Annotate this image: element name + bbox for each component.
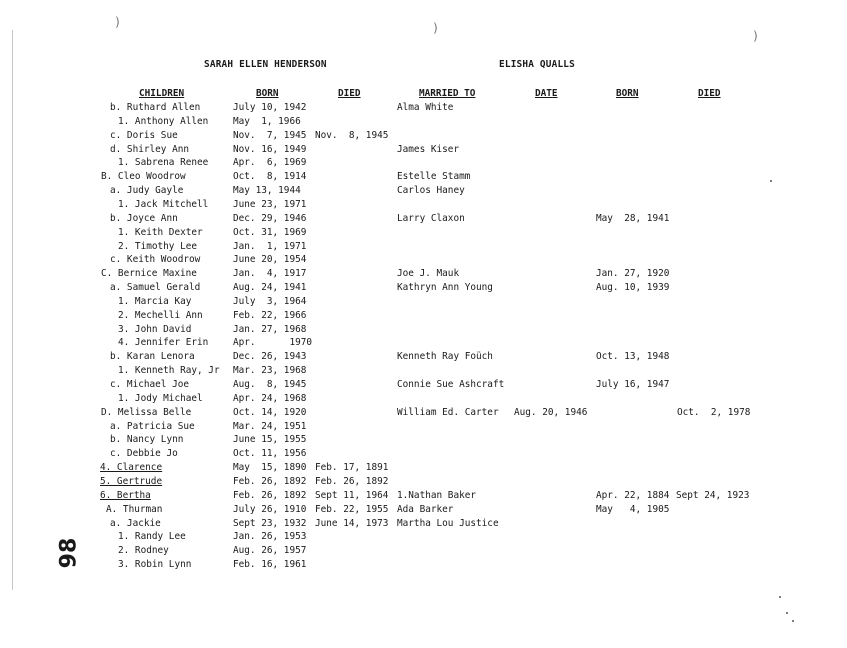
record-row <box>0 435 847 447</box>
married-to: William Ed. Carter <box>397 406 499 418</box>
child-name: a. Jackie <box>110 517 161 529</box>
col-married-to: MARRIED TO <box>419 88 476 99</box>
spouse-born: Apr. 22, 1884 <box>596 489 670 501</box>
record-row <box>0 311 847 323</box>
col-spouse-died: DIED <box>698 88 721 99</box>
married-to: Martha Lou Justice <box>397 517 499 529</box>
record-row <box>0 380 847 392</box>
child-name: 1. Jack Mitchell <box>118 198 209 210</box>
record-row <box>0 422 847 434</box>
record-row <box>0 505 847 517</box>
record-row <box>0 560 847 572</box>
record-row <box>0 546 847 558</box>
paper-mark: ) <box>114 15 122 29</box>
child-name: 3. Robin Lynn <box>118 559 192 571</box>
child-name: 1. Randy Lee <box>118 531 186 543</box>
spouse-born: July 16, 1947 <box>596 379 670 390</box>
born-date: Feb. 26, 1892 <box>233 475 307 487</box>
record-row <box>0 269 847 281</box>
child-name: c. Keith Woodrow <box>110 254 201 266</box>
child-name: b. Karan Lenora <box>110 351 195 363</box>
child-name: c. Michael Joe <box>110 379 190 390</box>
child-name: b. Joyce Ann <box>110 212 178 224</box>
record-row <box>0 131 847 143</box>
record-row <box>0 366 847 378</box>
born-date: Nov. 16, 1949 <box>233 143 307 155</box>
married-to: Carlos Haney <box>397 185 465 197</box>
born-date: July 10, 1942 <box>233 102 307 113</box>
record-row <box>0 463 847 475</box>
child-name: 1. Kenneth Ray, Jr <box>118 365 220 377</box>
married-to: Joe J. Mauk <box>397 268 460 280</box>
child-name: 1. Anthony Allen <box>118 115 209 127</box>
paper-mark: ) <box>432 21 440 35</box>
born-date: Apr. 1970 <box>233 337 313 349</box>
born-date: Aug. 8, 1945 <box>233 379 307 390</box>
record-row <box>0 449 847 461</box>
born-date: Nov. 7, 1945 <box>233 129 307 141</box>
born-date: June 15, 1955 <box>233 434 307 446</box>
born-date: Oct. 14, 1920 <box>233 406 307 418</box>
born-date: May 1, 1966 <box>233 115 301 127</box>
child-name: c. Debbie Jo <box>110 448 178 460</box>
child-name: a. Judy Gayle <box>110 185 184 197</box>
col-died: DIED <box>338 88 361 99</box>
record-row <box>0 172 847 184</box>
died-date: Feb. 17, 1891 <box>315 462 389 474</box>
record-row <box>0 477 847 489</box>
married-to: Larry Claxon <box>397 212 465 224</box>
born-date: Jan. 27, 1968 <box>233 323 307 335</box>
born-date: Apr. 6, 1969 <box>233 157 307 169</box>
born-date: Mar. 23, 1968 <box>233 365 307 377</box>
child-name: b. Ruthard Allen <box>110 102 201 113</box>
record-row <box>0 214 847 226</box>
marriage-date: Aug. 20, 1946 <box>514 406 588 418</box>
child-name: d. Shirley Ann <box>110 143 190 155</box>
record-row <box>0 491 847 503</box>
col-date: DATE <box>535 88 558 99</box>
born-date: July 26, 1910 <box>233 503 307 515</box>
paper-speck <box>786 612 788 614</box>
record-row <box>0 255 847 267</box>
born-date: Dec. 26, 1943 <box>233 351 307 363</box>
record-row <box>0 145 847 157</box>
record-row <box>0 297 847 309</box>
record-row <box>0 394 847 406</box>
born-date: Dec. 29, 1946 <box>233 212 307 224</box>
record-row <box>0 283 847 295</box>
born-date: Oct. 31, 1969 <box>233 226 307 238</box>
born-date: Mar. 24, 1951 <box>233 420 307 432</box>
born-date: June 20, 1954 <box>233 254 307 266</box>
record-row <box>0 103 847 115</box>
record-row <box>0 200 847 212</box>
child-name: 4. Jennifer Erin <box>118 337 209 349</box>
child-name: b. Nancy Lynn <box>110 434 184 446</box>
spouse-born: Oct. 13, 1948 <box>596 351 670 363</box>
married-to: Kenneth Ray Foüch <box>397 351 493 363</box>
child-name: 2. Rodney <box>118 545 169 557</box>
father-name: ELISHA QUALLS <box>499 59 575 70</box>
child-name: B. Cleo Woodrow <box>101 171 186 183</box>
born-date: Feb. 26, 1892 <box>233 489 307 501</box>
child-name: 6. Bertha <box>100 489 151 501</box>
born-date: May 13, 1944 <box>233 185 301 197</box>
child-name: a. Patricia Sue <box>110 420 195 432</box>
born-date: Aug. 26, 1957 <box>233 545 307 557</box>
spouse-born: May 28, 1941 <box>596 212 670 224</box>
record-row <box>0 532 847 544</box>
died-date: Nov. 8, 1945 <box>315 129 389 141</box>
spouse-born: May 4, 1905 <box>596 503 670 515</box>
child-name: 4. Clarence <box>100 462 163 474</box>
born-date: Feb. 22, 1966 <box>233 309 307 321</box>
child-name: 1. Sabrena Renee <box>118 157 209 169</box>
born-date: July 3, 1964 <box>233 295 307 307</box>
record-row <box>0 519 847 531</box>
col-spouse-born: BORN <box>616 88 639 99</box>
paper-speck <box>779 596 781 598</box>
died-date: Feb. 22, 1955 <box>315 503 389 515</box>
child-name: 2. Timothy Lee <box>118 240 198 252</box>
married-to: Estelle Stamm <box>397 171 471 183</box>
born-date: Feb. 16, 1961 <box>233 559 307 571</box>
born-date: Jan. 4, 1917 <box>233 268 307 280</box>
married-to: 1.Nathan Baker <box>397 489 477 501</box>
col-children: CHILDREN <box>139 88 185 99</box>
child-name: a. Samuel Gerald <box>110 282 201 294</box>
born-date: Oct. 11, 1956 <box>233 448 307 460</box>
died-date: Feb. 26, 1892 <box>315 475 389 487</box>
married-to: James Kiser <box>397 143 460 155</box>
col-born: BORN <box>256 88 279 99</box>
record-row <box>0 338 847 350</box>
child-name: 1. Jody Michael <box>118 392 203 404</box>
mother-name: SARAH ELLEN HENDERSON <box>204 59 327 70</box>
married-to: Alma White <box>397 102 454 113</box>
record-row <box>0 158 847 170</box>
child-name: 1. Keith Dexter <box>118 226 203 238</box>
spouse-born: Aug. 10, 1939 <box>596 282 670 294</box>
died-date: Sept 11, 1964 <box>315 489 389 501</box>
child-name: A. Thurman <box>106 503 163 515</box>
child-name: c. Doris Sue <box>110 129 178 141</box>
died-date: June 14, 1973 <box>315 517 389 529</box>
born-date: Jan. 1, 1971 <box>233 240 307 252</box>
record-row <box>0 352 847 364</box>
child-name: 1. Marcia Kay <box>118 295 192 307</box>
born-date: Aug. 24, 1941 <box>233 282 307 294</box>
record-row <box>0 228 847 240</box>
born-date: June 23, 1971 <box>233 198 307 210</box>
page-number: 98 <box>56 537 82 569</box>
child-name: 2. Mechelli Ann <box>118 309 203 321</box>
married-to: Ada Barker <box>397 503 454 515</box>
married-to: Kathryn Ann Young <box>397 282 493 294</box>
record-row <box>0 408 847 420</box>
spouse-died: Oct. 2, 1978 <box>677 406 751 418</box>
born-date: Oct. 8, 1914 <box>233 171 307 183</box>
record-row <box>0 117 847 129</box>
married-to: Connie Sue Ashcraft <box>397 379 505 390</box>
born-date: Sept 23, 1932 <box>233 517 307 529</box>
born-date: Jan. 26, 1953 <box>233 531 307 543</box>
child-name: C. Bernice Maxine <box>101 268 197 280</box>
record-row <box>0 325 847 337</box>
paper-mark: ) <box>752 29 760 43</box>
record-row <box>0 242 847 254</box>
record-row <box>0 186 847 198</box>
spouse-born: Jan. 27, 1920 <box>596 268 670 280</box>
child-name: 3. John David <box>118 323 192 335</box>
spouse-died: Sept 24, 1923 <box>676 489 750 501</box>
born-date: Apr. 24, 1968 <box>233 392 307 404</box>
child-name: D. Melissa Belle <box>101 406 192 418</box>
paper-speck <box>792 620 794 622</box>
born-date: May 15, 1890 <box>233 462 307 474</box>
child-name: 5. Gertrude <box>100 475 163 487</box>
